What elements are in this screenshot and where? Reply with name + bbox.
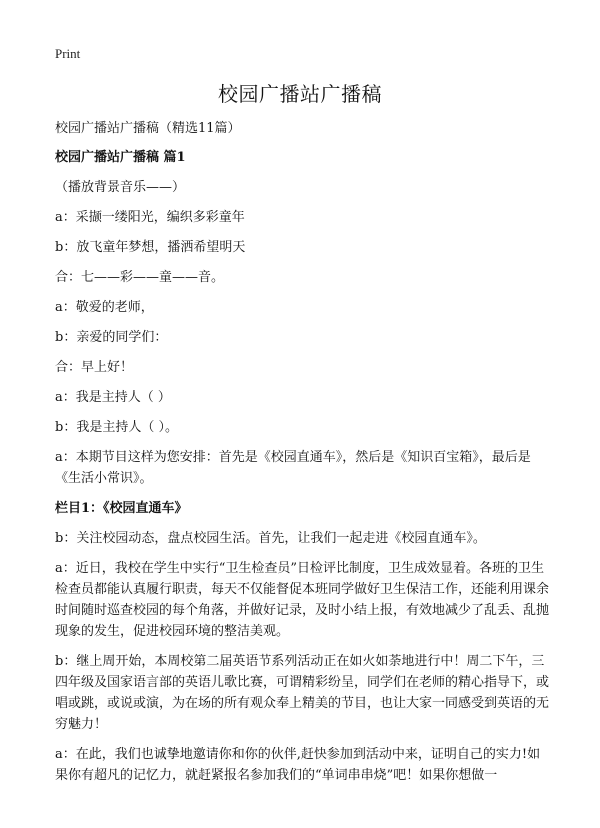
paragraph: a：在此，我们也诚挚地邀请你和你的伙伴,赶快参加到活动中来，证明自己的实力!如果你有超凡的记忆力，就赶紧报名参加我们的“单词串串烧”吧！如果你想做一 (55, 747, 541, 783)
paragraph: （播放背景音乐——） (55, 180, 186, 195)
paragraph: b：我是主持人（ ）。 (55, 420, 178, 435)
paragraph: 合：七——彩——童——音。 (55, 270, 225, 285)
subtitle: 校园广播站广播稿（精选11篇） (55, 121, 241, 136)
section-heading: 校园广播站广播稿 篇1 (55, 150, 186, 165)
paragraph: a：敬爱的老师， (55, 300, 154, 315)
paragraph: b：关注校园动态，盘点校园生活。首先，让我们一起走进《校园直通车》。 (55, 531, 486, 546)
paragraph: a：本期节目这样为您安排：首先是《校园直通车》，然后是《知识百宝箱》，最后是《生活小常识》。 (55, 450, 531, 486)
document-title: 校园广播站广播稿 (218, 82, 382, 106)
print-link[interactable]: Print (55, 46, 81, 61)
paragraph: a：我是主持人（ ） (55, 390, 171, 405)
column-heading: 栏目1：《校园直通车》 (55, 501, 188, 516)
paragraph: b：继上周开始，本周校第二届英语节系列活动正在如火如荼地进行中！周二下午，三四年级及国家语言部的英语儿歌比赛，可谓精彩纷呈，同学们在老师的精心指导下，或唱或跳，或说或演，为在场的所有观众奉上精美的节目，也让大家一同感受到英语的无穷魅力！ (55, 654, 550, 732)
paragraph: a：近日，我校在学生中实行“卫生检查员”日检评比制度，卫生成效显着。各班的卫生检查员都能认真履行职责，每天不仅能督促本班同学做好卫生保洁工作，还能利用课余时间随时巡查校园的每个角落，并做好记录，及时小结上报，有效地减少了乱丢、乱抛现象的发生，促进校园环境的整洁美观。 (55, 561, 550, 639)
paragraph: 合：早上好！ (55, 360, 134, 375)
paragraph: b：亲爱的同学们： (55, 330, 168, 345)
paragraph: a：采撷一缕阳光，编织多彩童年 (55, 210, 245, 225)
paragraph: b：放飞童年梦想，播洒希望明天 (55, 240, 246, 255)
document-body (55, 118, 550, 795)
